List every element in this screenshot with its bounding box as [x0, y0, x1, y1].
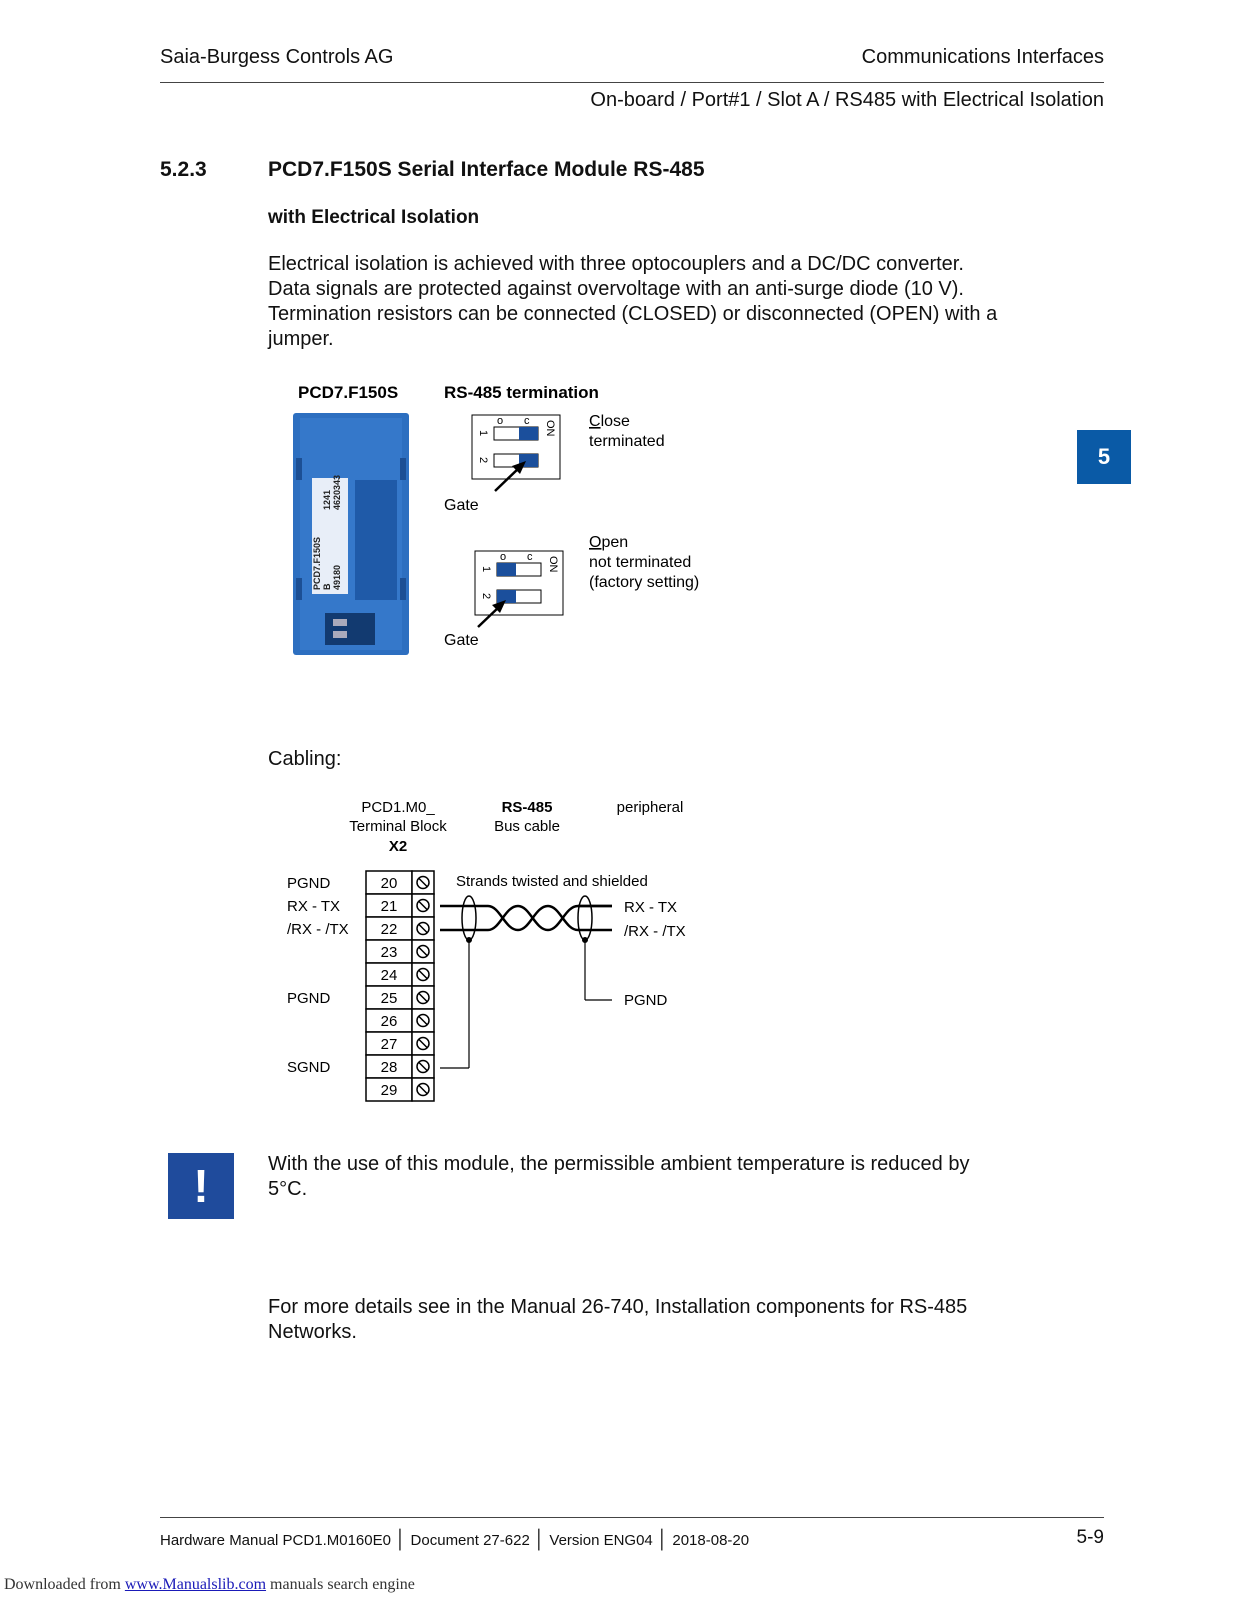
header-subheading: On-board / Port#1 / Slot A / RS485 with Electrical Isolation [590, 89, 1104, 111]
module-print-3: 49180 [332, 564, 342, 590]
terminal-block [287, 871, 434, 1101]
col1-line2: Terminal Block [349, 818, 447, 835]
close-gate-label: Gate [444, 497, 479, 514]
close-switch-2: 2 [477, 457, 489, 464]
section-number: 5.2.3 [160, 158, 207, 181]
paragraph-line: Data signals are protected against overvoltage with an anti-surge diode (10 V). [268, 278, 964, 300]
open-title [589, 534, 628, 551]
peripheral-rxtx: RX - TX [624, 899, 678, 916]
terminal-row [366, 963, 434, 986]
close-title-first: C [589, 413, 601, 430]
module-figure [0, 0, 1237, 700]
more-details-line-1: For more details see in the Manual 26-740, Installation components for RS-485 [268, 1296, 968, 1318]
terminal-number: 29 [380, 1082, 398, 1099]
open-switch-diagram [475, 551, 563, 627]
open-title-first: O [589, 534, 602, 551]
terminal-row [287, 986, 434, 1009]
peripheral-pgnd: PGND [624, 992, 668, 1009]
terminal-row [366, 940, 434, 963]
manualslib-link[interactable]: www.Manualslib.com [124, 1576, 267, 1593]
terminal-signal: PGND [287, 875, 331, 892]
footer-info [160, 1529, 749, 1550]
open-title-rest: pen [601, 534, 629, 551]
header-company: Saia-Burgess Controls AG [160, 46, 394, 68]
close-switch-on: ON [544, 420, 556, 437]
close-switch-o: o [497, 415, 504, 427]
terminal-signal: RX - TX [287, 898, 341, 915]
section-title: PCD7.F150S Serial Interface Module RS-485 [268, 158, 705, 181]
open-switch-o: o [500, 551, 507, 563]
download-suffix: manuals search engine [266, 1576, 415, 1593]
terminal-row [287, 894, 434, 917]
paragraph-line: Electrical isolation is achieved with three optocouplers and a DC/DC converter. [268, 253, 964, 275]
col3-line1: peripheral [616, 799, 684, 816]
terminal-row [366, 1009, 434, 1032]
footer-separator: │ [533, 1529, 546, 1549]
terminal-signal: PGND [287, 990, 331, 1007]
strands-label: Strands twisted and shielded [456, 873, 648, 890]
download-prefix: Downloaded from [4, 1576, 125, 1593]
note-line-2: 5°C. [268, 1178, 308, 1200]
terminal-number: 28 [380, 1059, 398, 1076]
download-line [4, 1576, 415, 1594]
footer-rule [160, 1517, 1104, 1518]
module-print-4: 1241 [322, 489, 332, 510]
paragraph-line: Termination resistors can be connected (CLOSED) or disconnected (OPEN) with a [268, 303, 998, 325]
footer-separator: │ [656, 1529, 669, 1549]
module-print-2: B [322, 583, 332, 590]
module-photo [293, 413, 409, 655]
cabling-diagram [0, 790, 1237, 1110]
terminal-row [287, 1055, 434, 1078]
terminal-number: 23 [380, 944, 398, 961]
terminal-number: 22 [380, 921, 398, 938]
col1-line1: PCD1.M0_ [361, 799, 435, 816]
open-gate-label: Gate [444, 632, 479, 649]
header-chapter: Communications Interfaces [861, 46, 1104, 68]
terminal-number: 20 [380, 875, 398, 892]
note-line-1: With the use of this module, the permissible ambient temperature is reduced by [268, 1153, 970, 1175]
exclamation-icon: ! [168, 1153, 234, 1219]
footer-date: 2018-08-20 [672, 1532, 750, 1549]
close-switch-1: 1 [477, 430, 489, 437]
terminal-number: 26 [380, 1013, 398, 1030]
close-desc: terminated [589, 433, 665, 450]
terminal-number: 24 [380, 967, 398, 984]
terminal-number: 25 [380, 990, 398, 1007]
open-switch-on: ON [547, 556, 559, 573]
more-details-line-2: Networks. [268, 1321, 357, 1343]
terminal-row [366, 1032, 434, 1055]
open-desc-2: (factory setting) [589, 574, 700, 591]
open-switch-c: c [527, 551, 533, 563]
col2-line2: Bus cable [494, 818, 560, 835]
note-text [268, 1152, 1088, 1202]
cable-wires [440, 896, 612, 1068]
chapter-tab-marker: 5 [1077, 430, 1131, 484]
close-title [589, 413, 630, 430]
page-number: 5-9 [1076, 1527, 1104, 1548]
paragraph-line: jumper. [268, 328, 334, 350]
footer-version: Version ENG04 [549, 1532, 653, 1549]
terminal-number: 27 [380, 1036, 398, 1053]
more-details [268, 1295, 1088, 1345]
terminal-signal: SGND [287, 1059, 331, 1076]
col2-line1: RS-485 [501, 799, 553, 816]
terminal-row [366, 1078, 434, 1101]
open-switch-1: 1 [480, 566, 492, 573]
terminal-row [287, 917, 434, 940]
termination-label: RS-485 termination [444, 383, 599, 402]
footer-manual: Hardware Manual PCD1.M0160E0 [160, 1532, 391, 1549]
close-title-rest: lose [600, 413, 630, 430]
section-subtitle: with Electrical Isolation [268, 207, 480, 228]
terminal-number: 21 [380, 898, 398, 915]
module-print-5: 4620343 [332, 474, 342, 510]
open-desc-1: not terminated [589, 554, 692, 571]
module-label: PCD7.F150S [298, 383, 399, 402]
terminal-signal: /RX - /TX [287, 921, 349, 938]
cabling-label: Cabling: [268, 748, 342, 770]
footer-separator: │ [395, 1529, 407, 1549]
peripheral-nrxntx: /RX - /TX [624, 923, 686, 940]
footer-document: Document 27-622 [410, 1532, 530, 1549]
close-switch-diagram [472, 415, 560, 491]
col1-line3: X2 [388, 838, 408, 855]
module-print-1: PCD7.F150S [312, 536, 322, 590]
close-switch-c: c [524, 415, 530, 427]
open-switch-2: 2 [480, 593, 492, 600]
terminal-row [287, 871, 434, 894]
